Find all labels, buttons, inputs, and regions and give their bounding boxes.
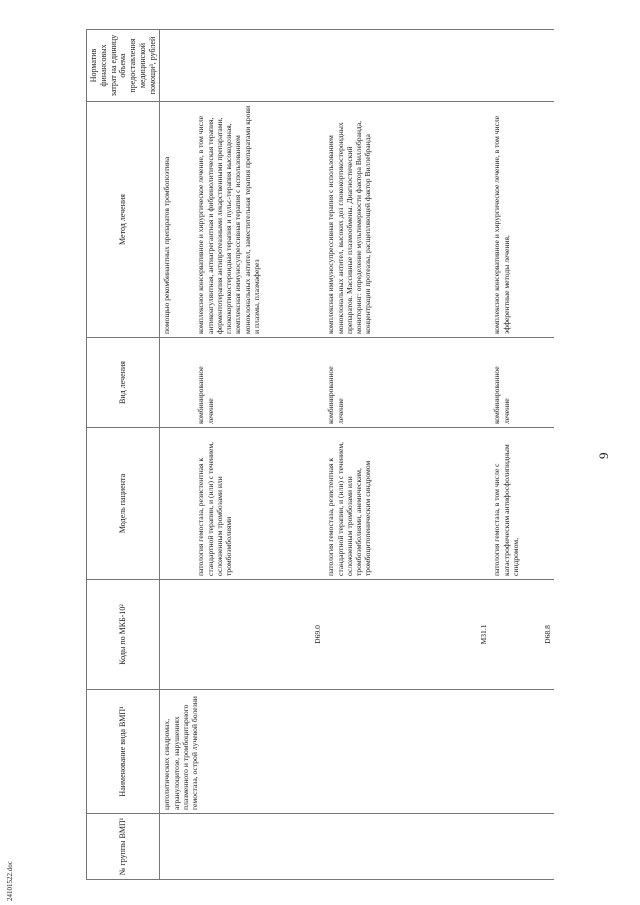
vmp-name-continuation: цитолитических синдромах, агранулоцитозе, нарушениях плазменного и тромбоцитарного гемостаза, острой лучевой болезни (160, 690, 555, 814)
treatment-method: комплексное консервативное и хирургическое лечение, в том числе эфферентные методы лечения, (490, 102, 554, 338)
patient-model: патология гемостаза, резистентная к стандартной терапии, и (или) с течением, осложненным тромбозами или тромбоэмболиями (194, 428, 324, 580)
patient-model: патология гемостаза, резистентная к стандартной терапии, и (или) с течением, осложненным тромбозами или тромбоэмболиями, анемическим, тромбоцитопеническим синдромом (324, 428, 490, 580)
method-continuation: помощью рекомбинантных препаратов тромбопоэтина (160, 102, 195, 338)
header-type: Вид лечения (87, 338, 160, 428)
treatment-type: комбинированное лечение (194, 338, 324, 428)
treatment-type: комбинированное лечение (324, 338, 490, 428)
footer-filename: 24101522.doc (6, 861, 14, 901)
icd-code: M31.1 (324, 580, 490, 690)
header-cost: Норматив финансовых затрат на единицу объема предоставления медицинской помощи³, рублей (87, 30, 160, 102)
treatment-type: комбинированное лечение (490, 338, 554, 428)
icd-code: D69.0 (194, 580, 324, 690)
header-name: Наименование вида ВМП¹ (87, 690, 160, 814)
header-code: Коды по МКБ-10² (87, 580, 160, 690)
treatment-method: комплексное консервативное и хирургическое лечение, в том числе антикоагулянтная, антиагрегантная и фибринолитическая терапия, ферментотерапия антипротеазными лекарственными препаратами, глюкокортикостероидная терапия и пульс-терапия высокодозная, комплексная иммуносупрессивная терапия с использованием моноклональных антител, заместительная терапия препаратами крови и плазмы, плазмаферез (194, 102, 324, 338)
page-number: 9 (596, 452, 611, 459)
icd-code: D68.8 (490, 580, 554, 690)
vmp-table (86, 29, 554, 880)
treatment-method: комплексная иммуносупрессивная терапия с использованием моноклональных антител, высоких доз глюкокортикостероидных препаратов. Массивные плазмообмены. Диагностический мониторинг: определение мультимерности фактора Виллебранда, концентрации протеазы, расщепляющей фактор Виллебранда (324, 102, 490, 338)
header-method: Метод лечения (87, 102, 160, 338)
table-row (160, 30, 195, 880)
header-group: № группы ВМП¹ (87, 814, 160, 880)
table-header-row (87, 30, 160, 880)
patient-model: патология гемостаза, в том числе с катастрофическим антифосфолипидным синдромом, (490, 428, 554, 580)
header-model: Модель пациента (87, 428, 160, 580)
